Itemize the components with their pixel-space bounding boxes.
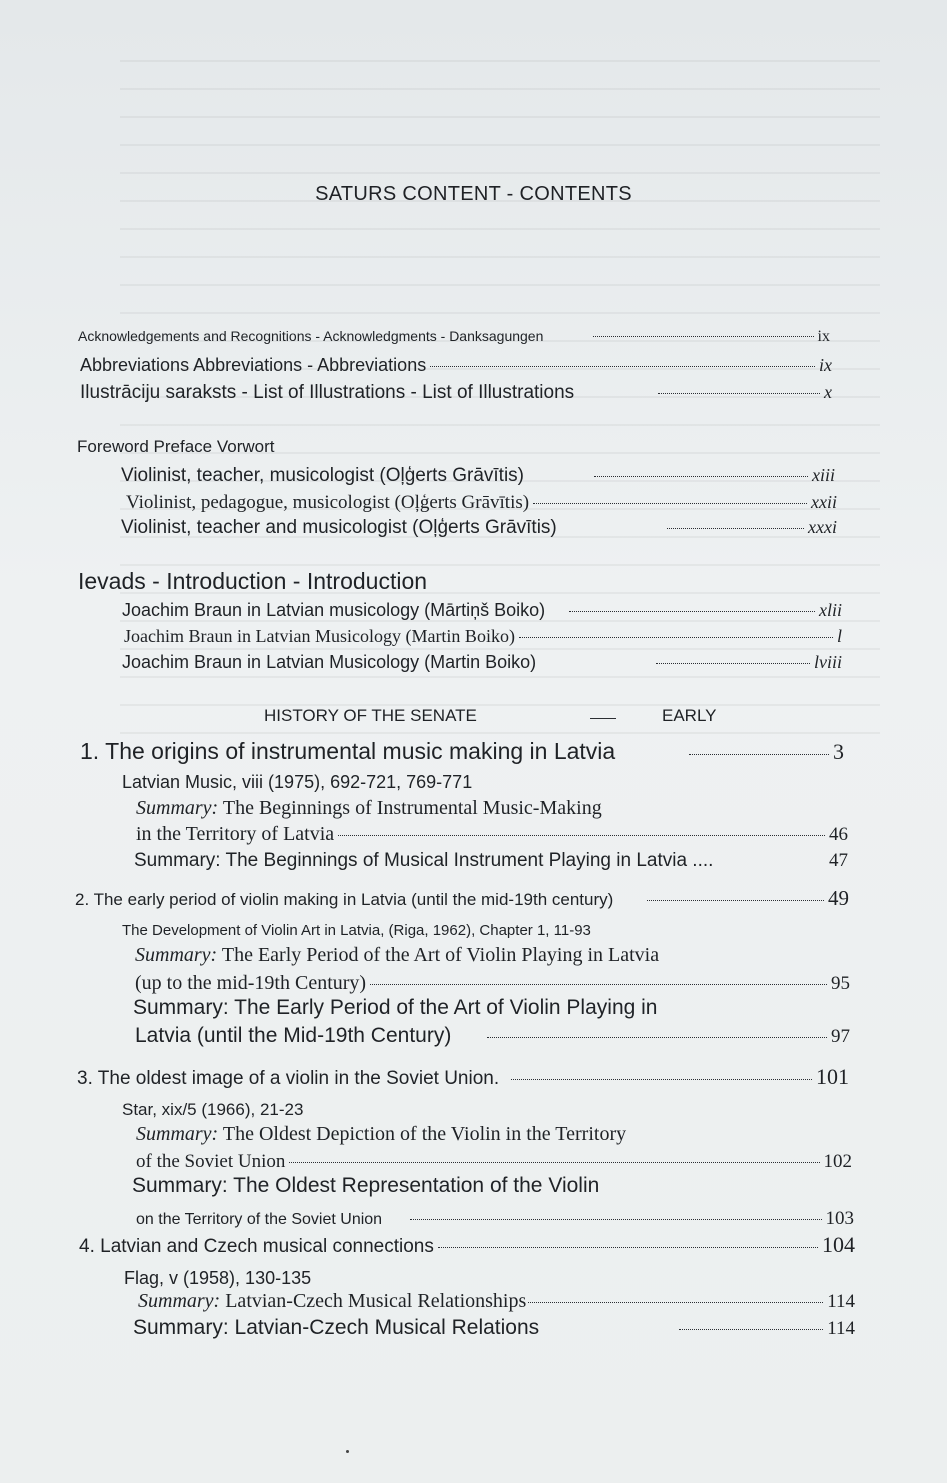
chapter-source: Star, xix/5 (1966), 21-23 [122,1100,304,1119]
introduction-heading: Ievads - Introduction - Introduction [78,568,428,594]
toc-entry: Ilustrāciju saraksts - List of Illustrations - List of Illustrations x [80,382,832,403]
toc-entry: Joachim Braun in Latvian Musicology (Martin Boiko) lviii [122,652,842,672]
foreword-heading: Foreword Preface Vorwort [77,437,275,456]
summary-entry: on the Territory of the Soviet Union 103 [136,1208,854,1229]
contents-title: SATURS CONTENT - CONTENTS [315,183,632,205]
section-heading: HISTORY OF THE SENATE [264,706,477,725]
chapter-source: Flag, v (1958), 130-135 [124,1268,312,1288]
chapter-source: The Development of Violin Art in Latvia, (Riga, 1962), Chapter 1, 11-93 [122,922,591,939]
summary-entry: Summary: Latvian-Czech Musical Relations 114 [133,1316,855,1339]
summary-entry: of the Soviet Union 102 [136,1151,852,1172]
chapter-title: 1. The origins of instrumental music making in Latvia 3 [80,738,844,764]
toc-entry: Acknowledgements and Recognitions - Acknowledgments - Danksagungen ix [78,328,830,345]
section-heading-right: EARLY [662,706,717,725]
summary-line: Summary: The Beginnings of Instrumental Music-Making [136,797,602,819]
chapter-title: 3. The oldest image of a violin in the Soviet Union. 101 [77,1064,849,1089]
summary-line: Summary: The Oldest Representation of the Violin [132,1174,600,1197]
summary-entry: Summary: The Beginnings of Musical Instrument Playing in Latvia .... 47 [134,850,848,871]
summary-entry: (up to the mid-19th Century) 95 [135,972,850,994]
section-dash [590,718,616,719]
chapter-title: 4. Latvian and Czech musical connections 104 [79,1232,855,1257]
toc-entry: Joachim Braun in Latvian musicology (Mārtiņš Boiko) xlii [122,600,842,620]
summary-line: Summary: The Oldest Depiction of the Violin in the Territory [136,1123,627,1145]
toc-entry: Joachim Braun in Latvian Musicology (Martin Boiko) l [124,626,842,646]
summary-entry: Latvia (until the Mid-19th Century) 97 [135,1024,850,1047]
toc-entry: Violinist, teacher, musicologist (Oļģerts Grāvītis) xiii [121,465,835,486]
toc-entry: Violinist, teacher and musicologist (Oļģerts Grāvītis) xxxi [121,517,837,538]
summary-line: Summary: The Early Period of the Art of Violin Playing in Latvia [135,944,660,966]
toc-entry: Violinist, pedagogue, musicologist (Oļģerts Grāvītis) xxii [126,492,837,513]
summary-line: Summary: The Early Period of the Art of Violin Playing in [133,996,658,1019]
summary-entry: in the Territory of Latvia 46 [136,823,848,845]
toc-entry: Abbreviations Abbreviations - Abbreviations ix [80,355,832,375]
chapter-source: Latvian Music, viii (1975), 692-721, 769-771 [122,772,473,792]
chapter-title: 2. The early period of violin making in Latvia (until the mid-19th century) 49 [75,886,849,910]
summary-entry: Summary: Latvian-Czech Musical Relationships 114 [138,1290,855,1312]
page-speck [346,1450,349,1453]
